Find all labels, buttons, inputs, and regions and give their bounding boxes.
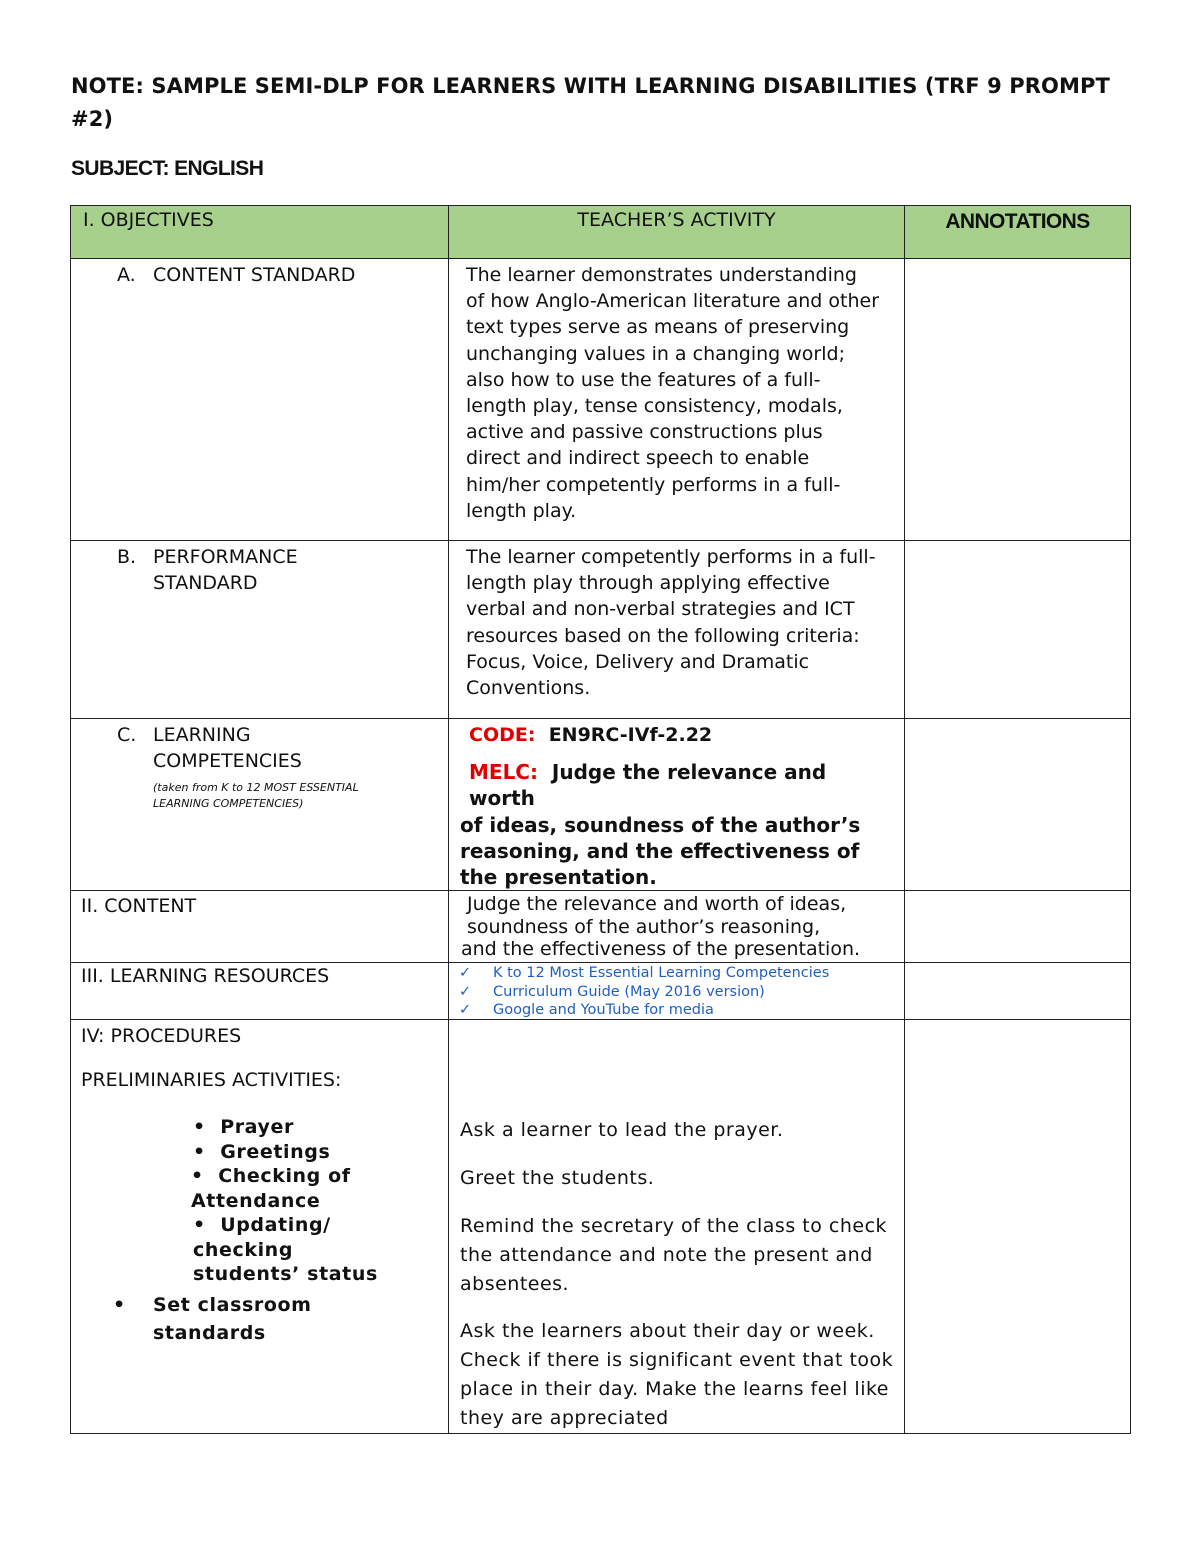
list-item: • Set classroom standards (113, 1291, 448, 1347)
list-item: • Updating/ checking students’ status (193, 1214, 378, 1286)
list-item: ✓ Curriculum Guide (May 2016 version) (459, 983, 765, 1000)
list-item: • Greetings (193, 1140, 331, 1163)
checkmark-icon: ✓ (459, 1002, 472, 1019)
learning-competencies-label: LEARNING (153, 724, 251, 746)
activity-prayer: Ask a learner to lead the prayer. (460, 1119, 784, 1142)
page-note: NOTE: SAMPLE SEMI-DLP FOR LEARNERS WITH LEARNING DISABILITIES (TRF 9 PROMPT #2) (71, 74, 1110, 131)
learning-competencies-row (71, 719, 1131, 891)
content-standard-label-cell (71, 259, 449, 541)
content-standard-annotation-cell (905, 259, 1131, 541)
bullet-icon: • (113, 1293, 126, 1316)
activity-attendance: Remind the secretary of the class to check the attendance and note the present and absentees. (460, 1215, 888, 1296)
list-item: ✓ K to 12 Most Essential Learning Competencies (459, 965, 830, 982)
subject-heading: SUBJECT: ENGLISH (71, 157, 264, 180)
procedures-label-cell (71, 1020, 449, 1434)
procedures-activity-cell (449, 1020, 905, 1434)
content-standard-row (71, 259, 1131, 541)
content-standard-text-cell: The learner demonstrates understanding of how Anglo-American literature and other text types serve as means of preserving unchanging values in a changing world; also how to use the features of a full- length play, tense consistency, modals, active and passive constructions plus direct and indirect speech to enable him/her competently performs in a full- length play. (449, 259, 905, 541)
activity-day-check: Ask the learners about their day or week. Check if there is significant event that took place in their day. Make the learns feel like they are appreciated (460, 1320, 894, 1430)
bullet-icon: • (193, 1140, 206, 1163)
bullet-icon: • (193, 1214, 206, 1237)
performance-standard-label: PERFORMANCE (153, 546, 298, 568)
list-item: ✓ Google and YouTube for media (459, 1002, 714, 1019)
list-item: • Checking of Attendance (191, 1165, 351, 1212)
learning-competencies-text-cell (449, 719, 905, 891)
performance-standard-label-cell: B. PERFORMANCE STANDARD (71, 541, 449, 719)
learning-resources-list-cell (449, 963, 905, 1020)
content-label: II. CONTENT (81, 895, 197, 918)
annotations-header: ANNOTATIONS (905, 206, 1131, 259)
learning-resources-annotation-cell (905, 963, 1131, 1020)
preliminaries-list (71, 1093, 448, 1347)
learning-resources-label-cell (71, 963, 449, 1020)
performance-standard-annotation-cell (905, 541, 1131, 719)
procedures-annotation-cell (905, 1020, 1131, 1434)
melc-statement: MELC: Judge the relevance and worth of ideas, soundness of the author’s reasoning, and the effectiveness of the presentation. (460, 760, 861, 890)
content-annotation-cell (905, 891, 1131, 963)
header-row (71, 206, 1131, 259)
learning-resources-row (71, 963, 1131, 1020)
teacher-activity-header: TEACHER’S ACTIVITY (449, 206, 905, 259)
preliminaries-label: PRELIMINARIES ACTIVITIES: (81, 1069, 342, 1092)
activity-greet: Greet the students. (460, 1167, 655, 1190)
list-item: • Prayer (193, 1116, 294, 1139)
competency-code: CODE: EN9RC-IVf-2.22 (469, 724, 713, 746)
procedures-label: IV: PROCEDURES (81, 1025, 242, 1048)
content-text-cell: Judge the relevance and worth of ideas, soundness of the author’s reasoning, and the effectiveness of the presentation. (449, 891, 905, 963)
lesson-plan-table (70, 205, 1131, 1434)
checkmark-icon: ✓ (459, 965, 472, 982)
learning-competencies-annotation-cell (905, 719, 1131, 891)
bullet-icon: • (191, 1165, 204, 1188)
performance-standard-row (71, 541, 1131, 719)
objectives-header: I. OBJECTIVES (71, 206, 449, 259)
content-label-cell (71, 891, 449, 963)
content-standard-label: CONTENT STANDARD (153, 264, 356, 286)
performance-standard-text-cell: The learner competently performs in a full- length play through applying effective verbal and non-verbal strategies and ICT resources based on the following criteria: Focus, Voice, Delivery and Dramatic Conventions. (449, 541, 905, 719)
checkmark-icon: ✓ (459, 983, 472, 1000)
content-standard-num: A. (117, 264, 136, 286)
learning-competencies-label-cell: C. LEARNING COMPETENCIES (taken from K to 12 MOST ESSENTIAL LEARNING COMPETENCIES) (71, 719, 449, 891)
procedures-row (71, 1020, 1131, 1434)
bullet-icon: • (193, 1116, 206, 1139)
competencies-source-note: (taken from K to 12 MOST ESSENTIAL LEARNING COMPETENCIES) (153, 781, 359, 810)
resource-list (449, 963, 904, 1019)
learning-resources-label: III. LEARNING RESOURCES (81, 965, 330, 988)
procedures-activities (449, 1020, 904, 1433)
content-row (71, 891, 1131, 963)
